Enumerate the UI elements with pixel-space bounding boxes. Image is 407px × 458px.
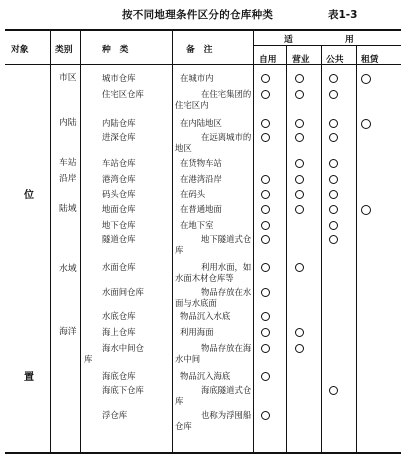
header-usage-left: 适 — [284, 35, 293, 45]
category-label: 陆域 — [59, 204, 77, 214]
usage-mark-circle — [295, 90, 304, 99]
usage-mark-circle — [361, 74, 371, 84]
table-number: 表1-3 — [328, 9, 358, 21]
category-label: 水域 — [59, 264, 77, 274]
usage-mark-circle — [361, 205, 371, 215]
remark-line: 在港湾沿岸 — [180, 174, 222, 184]
kind-label: 浮仓库 — [102, 410, 128, 420]
usage-mark-circle — [261, 312, 270, 321]
header-own: 自用 — [259, 55, 277, 65]
usage-column-rule — [356, 45, 357, 452]
usage-mark-circle — [329, 190, 338, 199]
usage-mark-circle — [261, 328, 270, 337]
remark-line: 物品存放在水 — [201, 287, 252, 297]
remark-line: 物品沉入水底 — [180, 311, 231, 321]
kind-label: 车站仓库 — [102, 158, 136, 168]
category-label: 内陆 — [59, 118, 77, 128]
kind-label: 海水中间仓 — [102, 343, 144, 353]
usage-mark-circle — [329, 159, 338, 168]
usage-mark-circle — [295, 344, 304, 353]
usage-mark-circle — [329, 386, 338, 395]
table-title-bar — [0, 6, 407, 22]
kind-label: 水面间仓库 — [102, 287, 144, 297]
remark-line: 物品沉入海底 — [180, 371, 231, 381]
remark-line: 在城市内 — [180, 73, 214, 83]
kind-label: 海底下仓库 — [102, 385, 144, 395]
usage-mark-circle — [329, 90, 338, 99]
table-top-rule — [5, 29, 401, 31]
kind-label: 海底仓库 — [102, 371, 136, 381]
usage-mark-circle — [261, 119, 270, 128]
usage-mark-circle — [261, 74, 270, 83]
usage-mark-circle — [261, 133, 270, 142]
usage-mark-circle — [329, 175, 338, 184]
remark-line: 在远离城市的 — [201, 132, 252, 142]
header-object: 对象 — [11, 45, 29, 55]
usage-mark-circle — [261, 411, 270, 420]
usage-mark-circle — [329, 133, 338, 142]
remark-line: 水中间 — [175, 354, 201, 364]
usage-mark-circle — [295, 190, 304, 199]
header-business: 营业 — [292, 55, 310, 65]
kind-label: 住宅区仓库 — [102, 89, 144, 99]
remark-line: 地下隧道式仓 — [201, 234, 252, 244]
remark-line: 仓库 — [175, 421, 192, 431]
remark-line: 物品存放在海 — [201, 343, 252, 353]
header-rent: 租赁 — [361, 55, 379, 65]
remark-line: 水面木材仓库等 — [175, 273, 234, 283]
usage-mark-circle — [329, 205, 338, 214]
usage-mark-circle — [295, 74, 304, 83]
category-label: 海洋 — [59, 327, 77, 337]
usage-mark-circle — [261, 190, 270, 199]
column-rule — [50, 29, 51, 452]
usage-split-rule — [253, 45, 401, 46]
remark-line: 在码头 — [180, 189, 206, 199]
column-rule — [253, 29, 254, 452]
usage-mark-circle — [261, 175, 270, 184]
remark-line: 住宅区内 — [175, 100, 209, 110]
kind-label: 地面仓库 — [102, 204, 136, 214]
usage-column-rule — [286, 45, 287, 452]
remark-line: 在住宅集团的 — [201, 89, 252, 99]
object-label-bottom: 置 — [24, 372, 34, 383]
usage-mark-circle — [295, 205, 304, 214]
usage-mark-circle — [261, 221, 270, 230]
usage-mark-circle — [295, 263, 304, 272]
remark-line: 在普通地面 — [180, 204, 222, 214]
usage-mark-circle — [295, 175, 304, 184]
header-public: 公共 — [326, 55, 344, 65]
kind-label: 码头仓库 — [102, 189, 136, 199]
column-rule — [80, 29, 81, 452]
usage-mark-circle — [261, 235, 270, 244]
remark-line: 地区 — [175, 143, 192, 153]
remark-line: 在内陆地区 — [180, 118, 222, 128]
header-usage-right: 用 — [345, 35, 354, 45]
usage-mark-circle — [329, 119, 338, 128]
usage-mark-circle — [329, 235, 338, 244]
kind-label: 城市仓库 — [102, 73, 136, 83]
remark-line: 在地下室 — [180, 220, 214, 230]
usage-mark-circle — [361, 119, 371, 129]
kind-label: 地下仓库 — [102, 220, 136, 230]
header-kind: 种 类 — [102, 45, 129, 55]
remark-line: 利用水面，如 — [201, 262, 252, 272]
kind-label-cont: 库 — [84, 354, 93, 364]
remark-line: 在货物车站 — [180, 158, 222, 168]
usage-mark-circle — [329, 221, 338, 230]
kind-label: 内陆仓库 — [102, 118, 136, 128]
category-label: 市区 — [59, 73, 77, 83]
category-label: 车站 — [59, 158, 77, 168]
usage-mark-circle — [329, 74, 338, 83]
remark-line: 面与水底面 — [175, 298, 217, 308]
header-remark: 备 注 — [186, 45, 213, 55]
usage-mark-circle — [295, 159, 304, 168]
object-label-top: 位 — [24, 190, 34, 201]
category-label: 沿岸 — [59, 174, 77, 184]
usage-column-rule — [321, 45, 322, 452]
remark-line: 利用海面 — [180, 327, 214, 337]
kind-label: 港湾仓库 — [102, 174, 136, 184]
table-bottom-rule — [5, 452, 401, 454]
kind-label: 水面仓库 — [102, 262, 136, 272]
kind-label: 进深仓库 — [102, 132, 136, 142]
table-title: 按不同地理条件区分的仓库种类 — [122, 9, 274, 21]
usage-mark-circle — [295, 133, 304, 142]
column-rule — [172, 29, 173, 452]
usage-mark-circle — [261, 288, 270, 297]
remark-line: 也称为浮囤船 — [201, 410, 252, 420]
usage-mark-circle — [295, 119, 304, 128]
usage-mark-circle — [261, 344, 270, 353]
usage-mark-circle — [261, 263, 270, 272]
usage-mark-circle — [295, 328, 304, 337]
remark-line: 海底隧道式仓 — [201, 385, 252, 395]
remark-line: 库 — [175, 245, 184, 255]
usage-mark-circle — [261, 90, 270, 99]
remark-line: 库 — [175, 396, 184, 406]
kind-label: 海上仓库 — [102, 327, 136, 337]
usage-mark-circle — [261, 372, 270, 381]
kind-label: 水底仓库 — [102, 311, 136, 321]
kind-label: 隧道仓库 — [102, 234, 136, 244]
header-category: 类别 — [55, 45, 73, 55]
usage-mark-circle — [261, 205, 270, 214]
